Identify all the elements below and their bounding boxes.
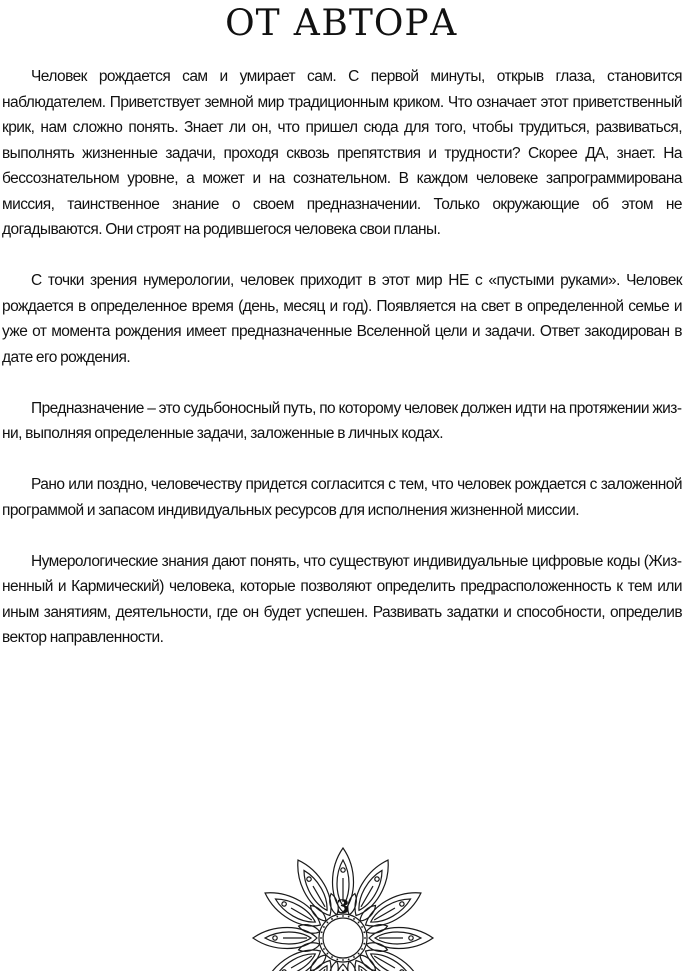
mandala-ring-dot	[364, 937, 366, 939]
mandala-petal-vein	[291, 908, 312, 920]
mandala-ring-dot	[320, 937, 322, 939]
mandala-petal-dot	[409, 936, 413, 940]
paragraph-5: Нумерологические знания дают понять, что существуют индивидуальные цифровые коды (Жизненный и Кармический) человека, которые позволяют определить предрасположенность к тем или иным занятиям, деятельности, где он будет успешен. Развивать задатки и способности, определив вектор направленности.	[2, 552, 682, 646]
mandala-ring-dot	[321, 943, 323, 945]
body-text	[2, 64, 682, 676]
mandala-ring-dot	[327, 922, 329, 924]
mandala-ring-dot	[323, 926, 325, 928]
mandala-ring-dot	[321, 931, 323, 933]
mandala-petal-vein	[291, 956, 312, 968]
mandala-petal-vein	[361, 886, 373, 907]
page-number: 3	[336, 896, 350, 918]
mandala-ring-dot	[358, 953, 360, 955]
mandala-ring-dot	[348, 958, 350, 960]
paragraph-1: Человек рождается сам и умирает сам. С первой минуты, открыв глаза, становится наблюдателем. Приветствует земной мир традиционным криком. Что означает этот приветственный крик, нам сложно понять. Знает ли он, что пришел сюда для того, чтобы трудиться, развиваться, выполнять жизненные задачи, проходя сквозь препятствия и трудности? Скорее ДА, знает. На бессознательном уровне, а может и на сознательном. В каждом человеке запрограммирована миссия, таинственное знание о своем предназначении. Только окружающие об этом не догадываются. Они строят на родившегося человека свои планы.	[2, 68, 682, 238]
mandala-petal-vein	[374, 956, 395, 968]
mandala-ring-dot	[353, 956, 355, 958]
paragraph-3: Предназначение – это судьбоносный путь, по которому человек должен идти на протяжении жизни, выполняя определенные задачи, заложенные в личных кодах.	[2, 399, 682, 442]
mandala-ring-dot	[363, 931, 365, 933]
mandala-petal-dot	[281, 901, 287, 907]
mandala-petal-vein	[313, 886, 325, 907]
mandala-ring-inner	[323, 918, 363, 958]
mandala-small-leaf	[357, 903, 378, 924]
paragraph-4: Рано или поздно, человечеству придется согласится с тем, что человек рождается с заложенной программой и запасом индивидуальных ресурсов для исполнения жизненной миссии.	[2, 476, 682, 519]
mandala-ring-dot	[331, 956, 333, 958]
mandala-ring-dot	[336, 958, 338, 960]
mandala-petal-vein	[374, 908, 395, 920]
mandala-petal-dot	[341, 868, 345, 872]
mandala-petal-dot	[273, 936, 277, 940]
mandala-ring-dot	[358, 922, 360, 924]
mandala-small-leaf	[308, 903, 329, 924]
mandala-petal-dot	[306, 876, 312, 882]
mandala-ring-dot	[361, 926, 363, 928]
mandala-ring-dot	[342, 959, 344, 961]
page-title: ОТ АВТОРА	[225, 3, 458, 44]
paragraph-2: С точки зрения нумерологии, человек приходит в этот мир НЕ с «пустыми руками». Человек рождается в определенное время (день, месяц и год). Появляется на свет в определенной семье и уже от момента рождения имеет предназначенные Вселенной цели и задачи. Ответ закодирован в дате его рождения.	[2, 272, 682, 366]
mandala-petal-dot	[399, 901, 405, 907]
mandala-ring-outer	[319, 914, 367, 962]
mandala-ring-dot	[323, 948, 325, 950]
mandala-ring-dot	[327, 953, 329, 955]
mandala-petal-dot	[374, 876, 380, 882]
mandala-ring-dot	[363, 943, 365, 945]
mandala-ring-dot	[361, 948, 363, 950]
